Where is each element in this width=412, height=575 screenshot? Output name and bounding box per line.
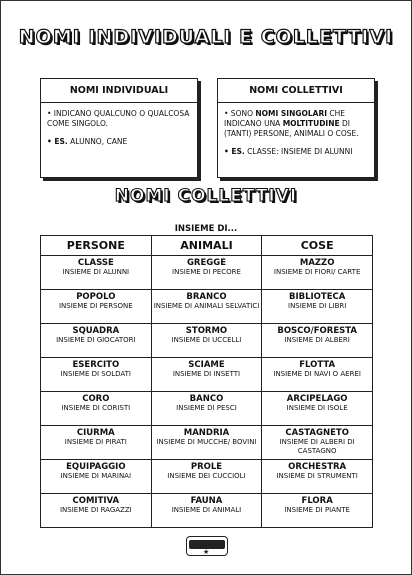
collective-noun: BIBLIOTECA: [288, 292, 346, 302]
noun-description: INSIEME DI PERSONE: [58, 302, 133, 310]
noun-description: INSIEME DI PECORE: [172, 268, 241, 276]
table-row: [41, 392, 373, 426]
collective-noun: MANDRIA: [183, 428, 230, 438]
page-title: NOMI INDIVIDUALI E COLLETTIVI: [18, 26, 394, 48]
table-row: [41, 290, 373, 324]
collective-noun: EQUIPAGGIO: [66, 462, 126, 472]
collective-noun: CLASSE: [77, 258, 114, 268]
table-header-row: [41, 236, 373, 256]
noun-description: INSIEME DI NAVI O AEREI: [273, 370, 361, 378]
box-heading: NOMI COLLETTIVI: [218, 79, 374, 103]
logo-badge: [186, 536, 228, 556]
collective-noun: ARCIPELAGO: [286, 394, 348, 404]
collective-noun: ORCHESTRA: [288, 462, 347, 472]
noun-description: INSIEME DI ANIMALI SELVATICI: [153, 302, 260, 310]
table-row: [41, 358, 373, 392]
table-cell: [151, 256, 262, 290]
table-cell: [262, 392, 373, 426]
table-row: [41, 324, 373, 358]
table-cell: [151, 290, 262, 324]
definition-bold: NOMI SINGOLARI: [255, 109, 328, 118]
table-cell: [151, 324, 262, 358]
table-cell: [262, 494, 373, 528]
collective-noun: MAZZO: [299, 258, 335, 268]
table-cell: [41, 256, 152, 290]
collective-noun: STORMO: [185, 326, 228, 336]
noun-description: INSIEME DI ALBERI DI CASTAGNO: [279, 438, 355, 455]
example-text: ALUNNO, CANE: [67, 137, 128, 147]
example-line: [47, 137, 191, 147]
noun-description: INSIEME DI PIRATI: [64, 438, 127, 446]
table-caption: INSIEME DI...: [174, 224, 238, 234]
noun-description: INSIEME DI ALBERI: [284, 336, 350, 344]
collective-noun: BRANCO: [186, 292, 227, 302]
table-cell: [41, 358, 152, 392]
table-cell: [151, 426, 262, 460]
table-cell: [262, 290, 373, 324]
definition-bold: MOLTITUDINE: [282, 119, 340, 129]
table-cell: [41, 426, 152, 460]
noun-description: INSIEME DI PIANTE: [284, 506, 350, 514]
box-heading: NOMI INDIVIDUALI: [41, 79, 197, 103]
box-body: [218, 103, 374, 172]
column-header-persone: PERSONE: [41, 236, 152, 256]
collective-noun: CASTAGNETO: [285, 428, 349, 438]
box-nomi-collettivi: [217, 78, 375, 178]
noun-description: INSIEME DI FIORI/ CARTE: [273, 268, 361, 276]
collective-noun: FAUNA: [190, 496, 223, 506]
collective-noun: FLOTTA: [299, 360, 336, 370]
column-header-cose: COSE: [262, 236, 373, 256]
noun-description: INSIEME DI STRUMENTI: [276, 472, 358, 480]
definition-text: [224, 109, 368, 139]
noun-description: INSIEME DI LIBRI: [288, 302, 347, 310]
collective-noun: CIURMA: [76, 428, 115, 438]
noun-description: INSIEME DI SOLDATI: [60, 370, 131, 378]
definition-pre: • SONO: [224, 109, 256, 118]
table-cell: [151, 392, 262, 426]
collective-noun: BANCO: [189, 394, 224, 404]
collective-noun: POPOLO: [76, 292, 116, 302]
noun-description: INSIEME DI MARINAI: [60, 472, 132, 480]
example-label: • ES.: [224, 147, 245, 157]
table-cell: [262, 426, 373, 460]
collective-nouns-table: [40, 235, 373, 528]
column-header-animali: ANIMALI: [151, 236, 262, 256]
table-cell: [262, 324, 373, 358]
definition-text: • INDICANO QUALCUNO O QUALCOSA COME SINGOLO.: [47, 109, 190, 129]
collective-noun: GREGGE: [186, 258, 227, 268]
collective-noun: CORO: [82, 394, 110, 404]
example-text: CLASSE: INSIEME DI ALUNNI: [244, 147, 353, 157]
box-body: [41, 103, 197, 161]
table-row: [41, 460, 373, 494]
table-cell: [262, 358, 373, 392]
example-label: • ES.: [47, 137, 68, 147]
table-cell: [41, 392, 152, 426]
table-row: [41, 494, 373, 528]
noun-description: INSIEME DI INSETTI: [172, 370, 241, 378]
noun-description: INSIEME DI GIOCATORI: [56, 336, 136, 344]
noun-description: INSIEME DI ALUNNI: [62, 268, 130, 276]
table-row: [41, 256, 373, 290]
noun-description: INSIEME DI ANIMALI: [171, 506, 242, 514]
noun-description: INSIEME DI CORISTI: [61, 404, 131, 412]
table-cell: [41, 324, 152, 358]
collective-noun: BOSCO/FORESTA: [277, 326, 357, 336]
box-nomi-individuali: [40, 78, 198, 178]
collective-noun: SCIAME: [188, 360, 225, 370]
collective-noun: COMITIVA: [72, 496, 120, 506]
noun-description: INSIEME DI RAGAZZI: [59, 506, 132, 514]
table-cell: [151, 358, 262, 392]
table-cell: [151, 494, 262, 528]
noun-description: INSIEME DI UCCELLI: [171, 336, 242, 344]
table-cell: [262, 460, 373, 494]
table-cell: [41, 460, 152, 494]
noun-description: INSIEME DI PESCI: [176, 404, 237, 412]
collective-noun: FLORA: [301, 496, 333, 506]
collective-noun: PROLE: [190, 462, 223, 472]
noun-description: INSIEME DI MUCCHE/ BOVINI: [156, 438, 257, 446]
definition-post: DI (TANTI) PERSONE, ANIMALI O COSE.: [224, 119, 359, 139]
collective-noun: ESERCITO: [72, 360, 120, 370]
section-title: NOMI COLLETTIVI: [114, 186, 298, 206]
definition-mid: CHE INDICANO UNA: [224, 109, 346, 129]
table-row: [41, 426, 373, 460]
table-cell: [262, 256, 373, 290]
noun-description: INSIEME DEI CUCCIOLI: [167, 472, 246, 480]
badge-star-icon: ★: [203, 548, 210, 556]
noun-description: INSIEME DI ISOLE: [286, 404, 348, 412]
table-cell: [41, 494, 152, 528]
collective-noun: SQUADRA: [72, 326, 120, 336]
example-line: [224, 147, 368, 157]
table-cell: [41, 290, 152, 324]
table-cell: [151, 460, 262, 494]
